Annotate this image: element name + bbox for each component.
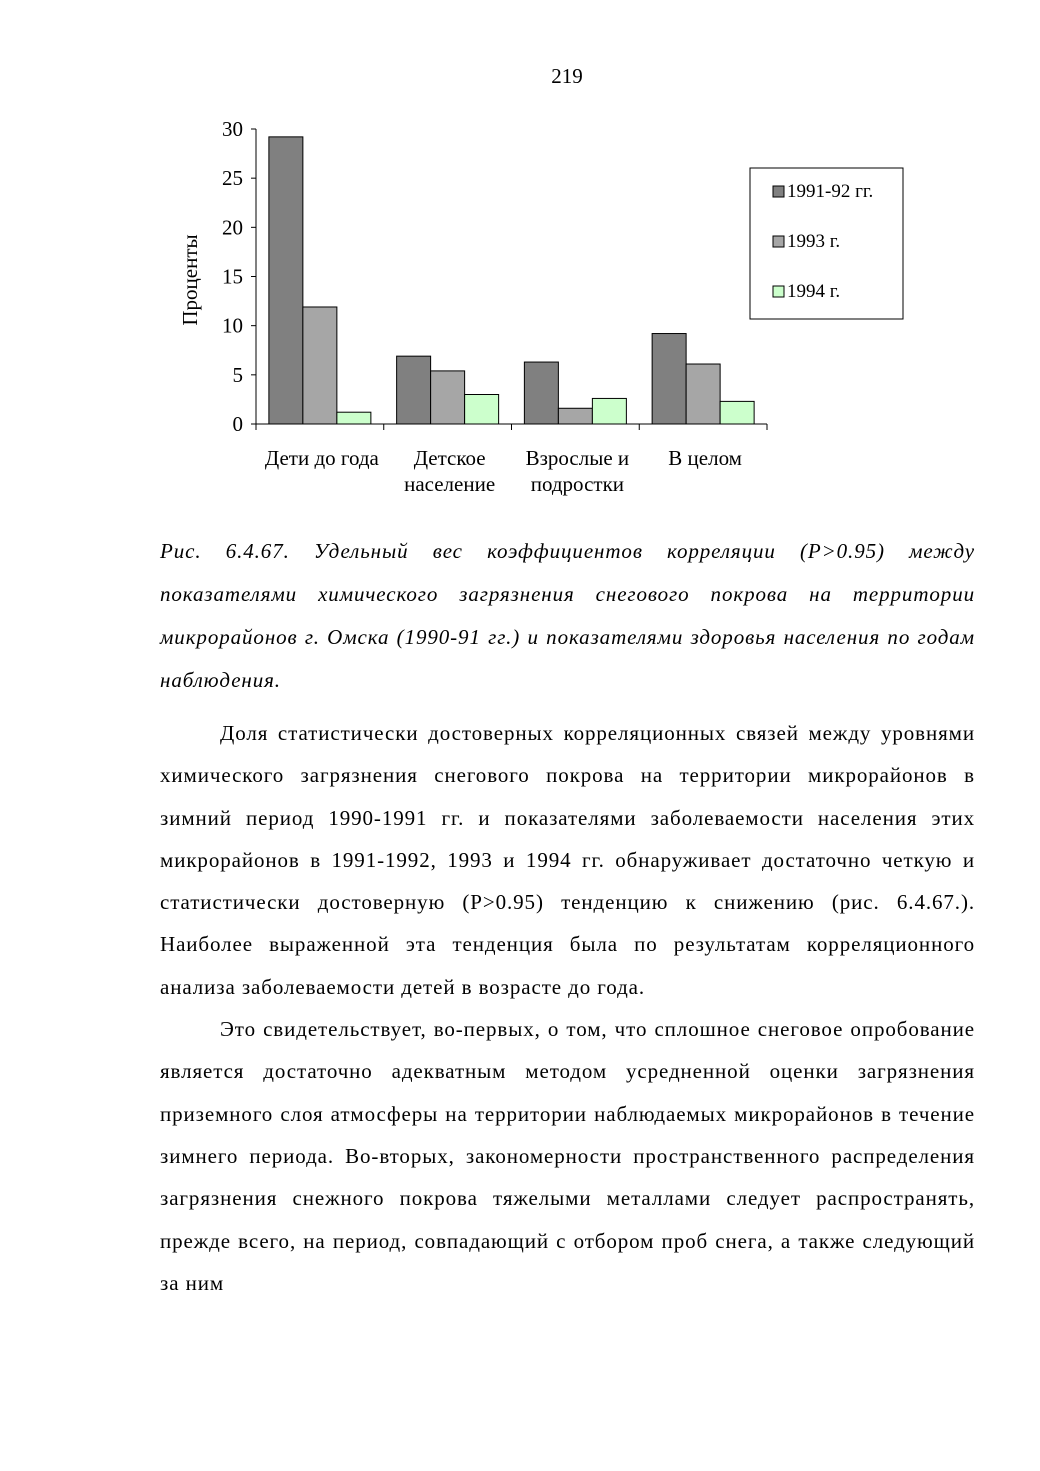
bar [652, 334, 686, 424]
bar [720, 401, 754, 424]
bar [524, 362, 558, 424]
bar-chart [0, 0, 1040, 510]
bar [303, 307, 337, 424]
page-number: 219 [551, 64, 583, 88]
y-tick-label: 30 [222, 117, 243, 141]
legend-label: 1991-92 гг. [787, 181, 874, 202]
bar [269, 137, 303, 424]
bar [558, 408, 592, 424]
bar [337, 412, 371, 424]
paragraph-1: Доля статистически достоверных корреляционных связей между уровнями химического загрязнения снегового покрова на территории микрорайонов в зимний период 1990-1991 гг. и показателями заболеваемости населения этих микрорайонов в 1991-1992, 1993 и 1994 гг. обнаруживает достаточно четкую и статистически достоверную (Р>0.95) тенденцию к снижению (рис. 6.4.67.). Наиболее выраженной эта тенденция была по результатам корреляционного анализа заболеваемости детей в возрасте до года. [160, 721, 975, 999]
body-text [160, 712, 975, 1304]
x-tick-label: Детское [413, 446, 486, 470]
y-tick-label: 5 [232, 362, 243, 387]
y-tick-label: 25 [222, 166, 243, 191]
bar [431, 371, 465, 424]
x-tick-label: Дети до года [264, 446, 379, 470]
y-tick-label: 15 [222, 264, 243, 289]
legend-label: 1994 г. [787, 281, 841, 302]
bar [465, 395, 499, 425]
legend-label: 1993 г. [787, 231, 841, 252]
paragraph-2: Это свидетельствует, во-первых, о том, что сплошное снеговое опробование является достаточно адекватным методом усредненной оценки загрязнения приземного слоя атмосферы на территории наблюдаемых микрорайонов в течение зимнего периода. Во-вторых, закономерности пространственного распределения загрязнения снежного покрова тяжелыми металлами следует распространять, прежде всего, на период, совпадающий с отбором проб снега, а также следующий за ним [160, 1017, 975, 1295]
y-tick-label: 20 [222, 215, 243, 240]
legend-swatch [773, 236, 784, 247]
y-axis-label: Проценты [178, 234, 202, 326]
x-tick-label: население [404, 472, 496, 496]
x-tick-label: Взрослые и [525, 446, 630, 470]
legend-swatch [773, 286, 784, 297]
bar [686, 364, 720, 424]
figure-caption: Рис. 6.4.67. Удельный вес коэффициентов корреляции (Р>0.95) между показателями химического загрязнения снегового покрова на территории микрорайонов г. Омска (1990-91 гг.) и показателями здоровья населения по годам наблюдения. [160, 539, 975, 692]
bar [592, 398, 626, 424]
bar [397, 356, 431, 424]
x-tick-label: В целом [668, 446, 742, 470]
x-tick-label: подростки [530, 472, 625, 496]
y-tick-label: 0 [232, 412, 243, 436]
legend-swatch [773, 186, 784, 197]
y-tick-label: 10 [222, 313, 243, 338]
